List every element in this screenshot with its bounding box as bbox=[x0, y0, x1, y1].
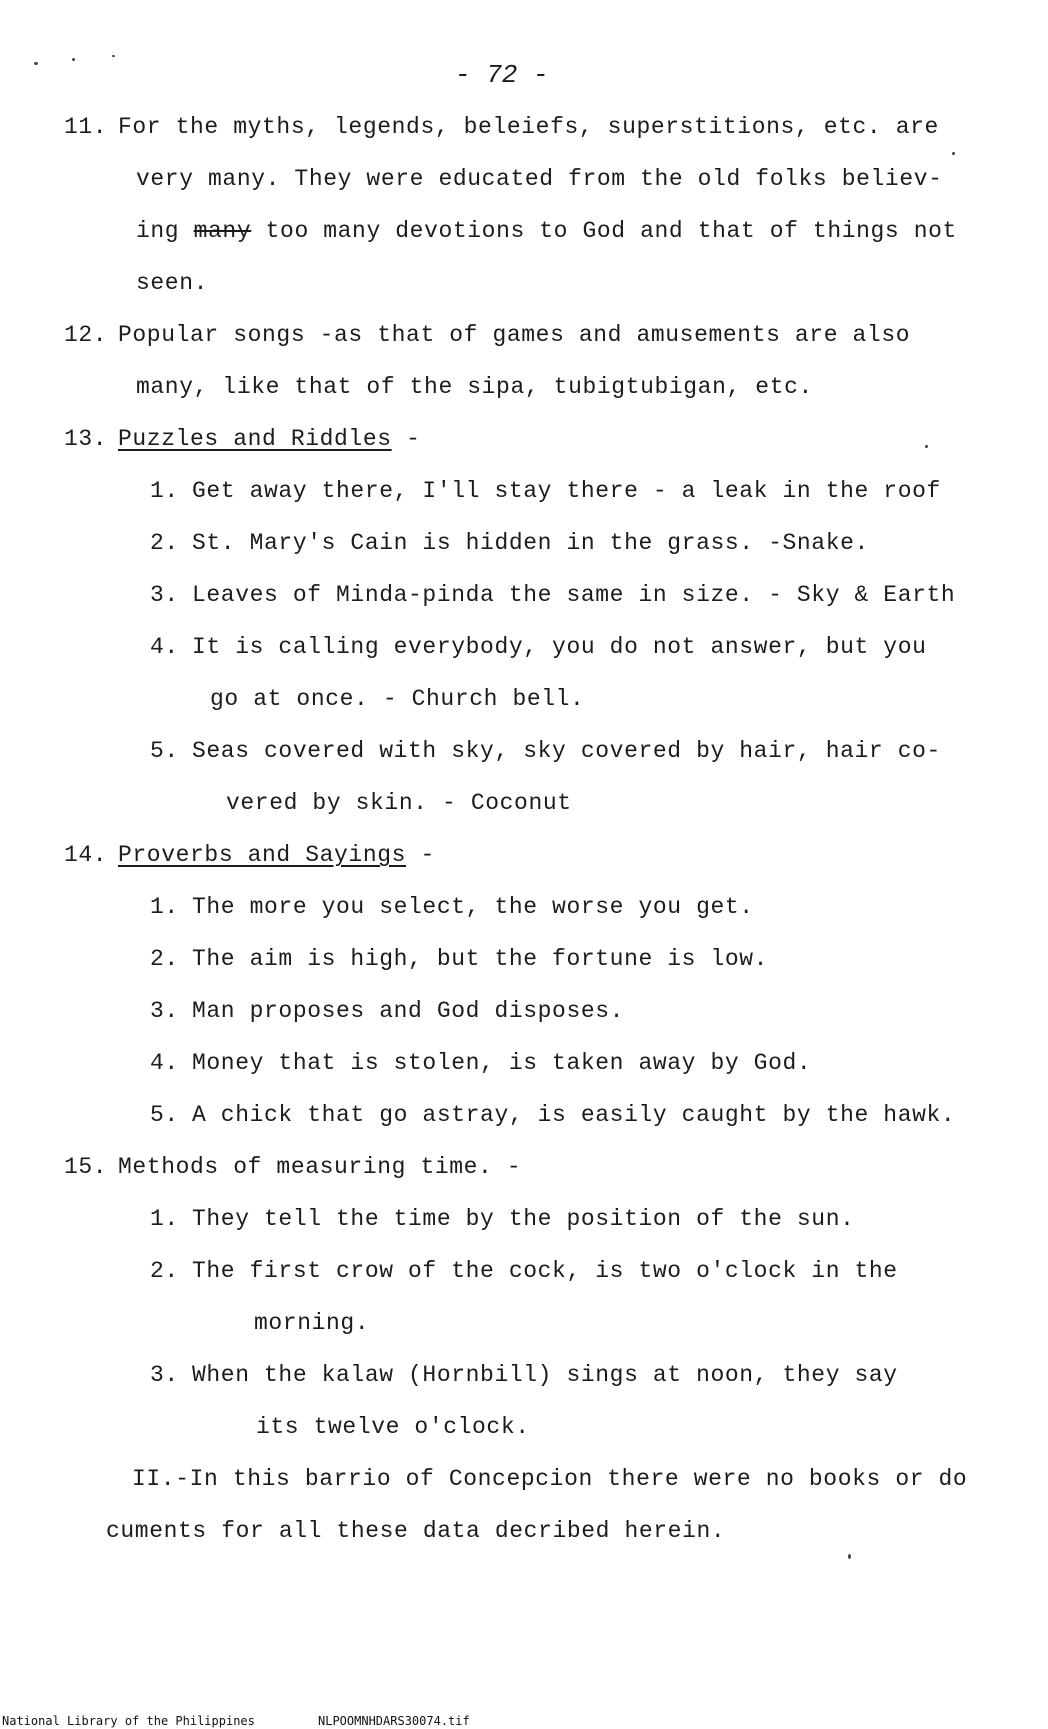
riddle-2-number: 2. bbox=[150, 530, 179, 556]
section-ii-line-1 bbox=[132, 1464, 967, 1494]
item-12-number: 12. bbox=[64, 322, 108, 348]
item-11-line-4: seen. bbox=[136, 270, 209, 296]
scan-speck bbox=[925, 445, 928, 448]
time-method-3-number: 3. bbox=[150, 1362, 179, 1388]
proverb-1-text: The more you select, the worse you get. bbox=[192, 894, 754, 920]
riddle-3-number: 3. bbox=[150, 582, 179, 608]
time-method-2-text-cont: morning. bbox=[254, 1310, 370, 1336]
section-ii-line-2: cuments for all these data decribed herein. bbox=[106, 1518, 726, 1544]
proverb-5-text: A chick that go astray, is easily caught by the hawk. bbox=[192, 1102, 956, 1128]
riddle-2-text: St. Mary's Cain is hidden in the grass. -Snake. bbox=[192, 530, 869, 556]
item-14-number: 14. bbox=[64, 842, 108, 868]
section-ii-text: In this barrio of Concepcion there were no books or do bbox=[189, 1466, 968, 1492]
item-11-line-3-start: ing bbox=[136, 218, 180, 244]
proverb-4-number: 4. bbox=[150, 1050, 179, 1076]
item-11-line-2: very many. They were educated from the old folks believ- bbox=[136, 166, 943, 192]
scan-speck bbox=[848, 1554, 851, 1559]
item-15-heading: Methods of measuring time. - bbox=[118, 1154, 522, 1180]
scan-speck bbox=[72, 58, 75, 61]
heading-dash: - bbox=[406, 426, 421, 452]
time-method-1-text: They tell the time by the position of the sun. bbox=[192, 1206, 855, 1232]
section-ii-marker: II.- bbox=[132, 1466, 190, 1492]
riddle-5-text: Seas covered with sky, sky covered by hair, hair co- bbox=[192, 738, 941, 764]
proverb-5-number: 5. bbox=[150, 1102, 179, 1128]
item-15-number: 15. bbox=[64, 1154, 108, 1180]
scan-speck bbox=[112, 55, 115, 57]
riddle-4-text-cont: go at once. - Church bell. bbox=[210, 686, 585, 712]
proverb-1-number: 1. bbox=[150, 894, 179, 920]
struck-word: many bbox=[193, 218, 252, 244]
item-11-line-3 bbox=[136, 216, 957, 246]
riddle-5-number: 5. bbox=[150, 738, 179, 764]
proverbs-heading: Proverbs and Sayings bbox=[118, 842, 407, 868]
item-11-line-1: For the myths, legends, beleiefs, superstitions, etc. are bbox=[118, 114, 939, 140]
scan-speck bbox=[34, 62, 38, 65]
proverb-4-text: Money that is stolen, is taken away by God. bbox=[192, 1050, 812, 1076]
time-method-1-number: 1. bbox=[150, 1206, 179, 1232]
riddle-1-number: 1. bbox=[150, 478, 179, 504]
item-13-number: 13. bbox=[64, 426, 108, 452]
proverb-3-text: Man proposes and God disposes. bbox=[192, 998, 625, 1024]
scan-speck bbox=[952, 152, 955, 155]
time-method-2-text: The first crow of the cock, is two o'clock in the bbox=[192, 1258, 898, 1284]
riddle-1-text: Get away there, I'll stay there - a leak in the roof bbox=[192, 478, 941, 504]
item-14-heading-line bbox=[118, 840, 435, 870]
proverb-3-number: 3. bbox=[150, 998, 179, 1024]
page-number: - 72 - bbox=[455, 60, 549, 90]
footer-filename: NLPOOMNHDARS30074.tif bbox=[318, 1714, 470, 1728]
time-method-3-text-cont: its twelve o'clock. bbox=[256, 1414, 530, 1440]
riddle-4-number: 4. bbox=[150, 634, 179, 660]
proverb-2-number: 2. bbox=[150, 946, 179, 972]
item-11-line-3-end: too many devotions to God and that of things not bbox=[265, 218, 957, 244]
proverb-2-text: The aim is high, but the fortune is low. bbox=[192, 946, 769, 972]
footer-library: National Library of the Philippines bbox=[2, 1714, 255, 1728]
item-11-number: 11. bbox=[64, 114, 108, 140]
item-12-line-2: many, like that of the sipa, tubigtubigan, etc. bbox=[136, 374, 813, 400]
item-13-heading-line bbox=[118, 424, 420, 454]
riddle-3-text: Leaves of Minda-pinda the same in size. - Sky & Earth bbox=[192, 582, 956, 608]
heading-dash: - bbox=[420, 842, 435, 868]
riddle-5-text-cont: vered by skin. - Coconut bbox=[226, 790, 572, 816]
time-method-3-text: When the kalaw (Hornbill) sings at noon, they say bbox=[192, 1362, 898, 1388]
item-12-line-1: Popular songs -as that of games and amusements are also bbox=[118, 322, 911, 348]
puzzles-heading: Puzzles and Riddles bbox=[118, 426, 392, 452]
time-method-2-number: 2. bbox=[150, 1258, 179, 1284]
riddle-4-text: It is calling everybody, you do not answer, but you bbox=[192, 634, 927, 660]
